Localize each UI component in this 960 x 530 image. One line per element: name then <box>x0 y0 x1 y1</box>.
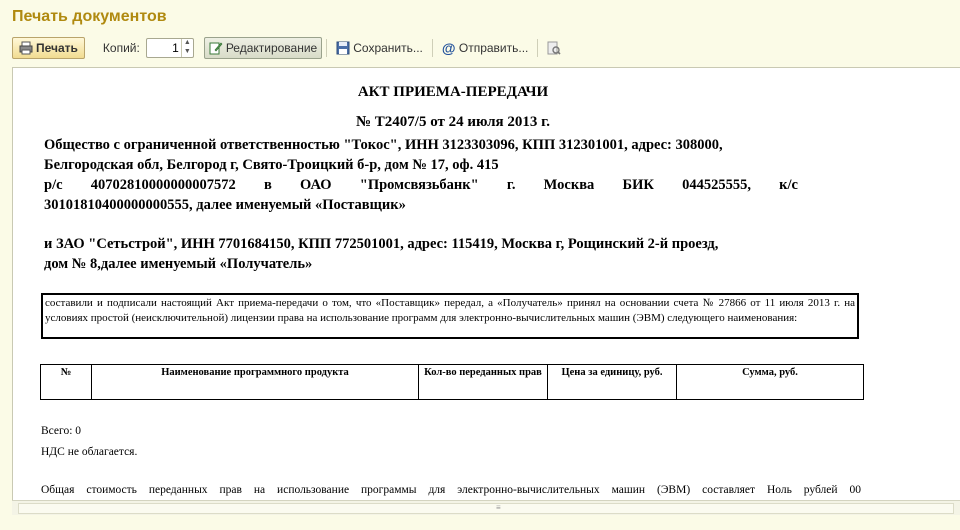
supplier-line: 30101810400000000555, далее именуемый «Поставщик» <box>44 197 406 213</box>
send-button-label: Отправить... <box>458 41 529 55</box>
print-button-label: Печать <box>36 41 78 55</box>
horizontal-scrollbar[interactable] <box>12 500 960 515</box>
save-button-label: Сохранить... <box>353 41 423 55</box>
receiver-line: и ЗАО "Сетьстрой", ИНН 7701684150, КПП 772501001, адрес: 115419, Москва г, Рощинский 2-й проезд, <box>44 236 719 252</box>
scrollbar-thumb[interactable] <box>18 503 954 514</box>
supplier-line: р/с 40702810000000007572 в ОАО "Промсвязьбанк" г. Москва БИК 044525555, к/с <box>44 177 798 193</box>
supplier-block <box>44 135 798 215</box>
items-table <box>40 364 864 400</box>
at-sign-icon: @ <box>441 40 456 56</box>
printer-icon <box>19 41 33 55</box>
document-number: № Т2407/5 от 24 июля 2013 г. <box>355 114 551 130</box>
save-button[interactable] <box>331 37 428 59</box>
receiver-line: дом № 8,далее именуемый «Получатель» <box>44 256 313 272</box>
vat-line: НДС не облагается. <box>41 446 138 458</box>
col-header-product: Наименование программного продукта <box>92 365 419 400</box>
stepper-down-icon[interactable]: ▼ <box>183 48 191 55</box>
copies-stepper[interactable] <box>146 38 194 58</box>
toolbar-separator <box>326 39 327 57</box>
col-header-number: № <box>41 365 92 400</box>
copies-input[interactable] <box>147 39 181 57</box>
col-header-quantity: Кол-во переданных прав <box>419 365 548 400</box>
edit-toggle-button[interactable] <box>204 37 322 59</box>
document-viewport[interactable] <box>12 67 960 501</box>
stepper-up-icon[interactable]: ▲ <box>183 39 191 46</box>
document-title: АКТ ПРИЕМА-ПЕРЕДАЧИ <box>357 84 549 100</box>
toolbar <box>10 36 950 60</box>
page-preview-icon <box>547 41 561 55</box>
receiver-block <box>44 234 798 274</box>
col-header-sum: Сумма, руб. <box>677 365 864 400</box>
edit-icon <box>209 41 223 55</box>
table-header-row <box>41 365 864 400</box>
col-header-unit-price: Цена за единицу, руб. <box>548 365 677 400</box>
send-button[interactable] <box>437 37 534 59</box>
toolbar-separator <box>537 39 538 57</box>
preview-button[interactable] <box>542 37 566 59</box>
print-button[interactable] <box>12 37 85 59</box>
window-title: Печать документов <box>12 8 167 25</box>
edit-button-label: Редактирование <box>225 41 318 55</box>
floppy-disk-icon <box>336 41 350 55</box>
copies-label: Копий: <box>102 41 140 55</box>
total-cost-line: Общая стоимость переданных прав на использование программы для электронно-вычислительных машин (ЭВМ) составляет Ноль рублей 00 <box>41 484 861 496</box>
supplier-line: Белгородская обл, Белгород г, Свято-Троицкий б-р, дом № 17, оф. 415 <box>44 157 499 173</box>
supplier-line: Общество с ограниченной ответственностью "Токос", ИНН 3123303096, КПП 312301001, адрес: 308000, <box>44 137 723 153</box>
scrollbar-grip-icon: ≡ <box>496 503 501 512</box>
toolbar-separator <box>432 39 433 57</box>
total-line: Всего: 0 <box>41 425 82 437</box>
act-statement-box: составили и подписали настоящий Акт приема-передачи о том, что «Поставщик» передал, а «Получатель» принял на основании счета № 27866 от 11 июля 2013 г. на условиях простой (неисключительной) лицензии права на использование программ для электронно-вычислительных машин (ЭВМ) следующего наименования: <box>41 293 859 339</box>
